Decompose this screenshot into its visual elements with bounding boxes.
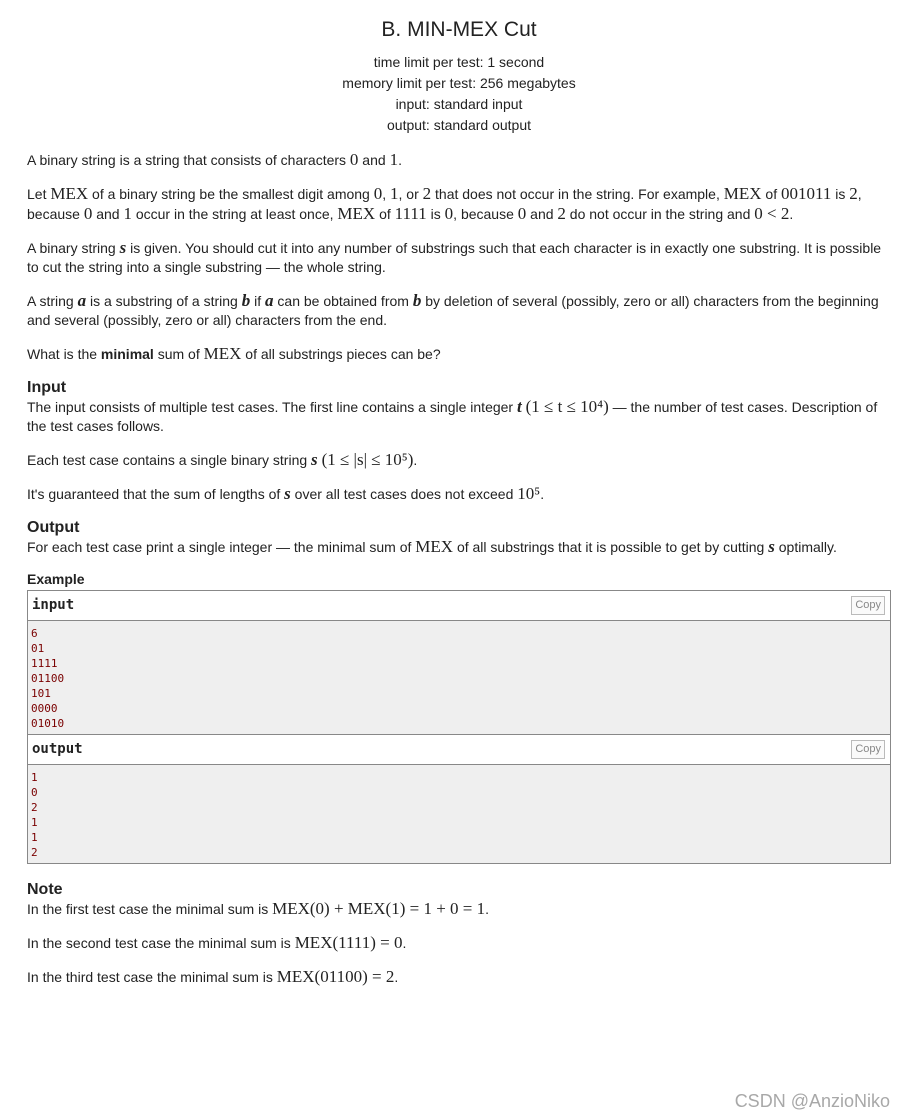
copy-input-button[interactable]: Copy <box>851 596 885 615</box>
input-paragraph-1: The input consists of multiple test cases. The first line contains a single integer t (1 ≤ t ≤ 10⁴) — the number of test cases. Description of the test cases follows. <box>27 397 878 434</box>
output-file: output: standard output <box>387 117 531 133</box>
statement-paragraph-3: A binary string s is given. You should cut it into any number of substrings such that each character is in exactly one substring. It is possible to cut the string into a single substring — the whole string. <box>27 238 882 275</box>
note-section <box>27 880 891 987</box>
sample-input-body <box>28 621 890 734</box>
sample-output-line: 1 <box>31 771 38 784</box>
sample-tests <box>27 590 891 864</box>
sample-input-line: 01010 <box>31 717 65 730</box>
input-paragraph-3: It's guaranteed that the sum of lengths of s over all test cases does not exceed 10⁵. <box>27 484 545 503</box>
input-paragraph-2: Each test case contains a single binary string s (1 ≤ |s| ≤ 10⁵). <box>27 450 418 469</box>
example-title: Example <box>27 571 85 587</box>
note-paragraph-2: In the second test case the minimal sum is MEX(1111) = 0. <box>27 933 407 952</box>
sample-input-header <box>28 591 890 621</box>
sample-output-body <box>28 765 890 863</box>
problem-title: B. MIN-MEX Cut <box>381 18 537 41</box>
time-limit: time limit per test: 1 second <box>373 54 545 70</box>
sample-output-line: 1 <box>31 816 38 829</box>
sample-output-label: output <box>32 741 83 757</box>
statement-paragraph-4: A string a is a substring of a string b if a can be obtained from b by deletion of several (possibly, zero or all) characters from the beginning and several (possibly, zero or all) characters from the end. <box>27 291 879 328</box>
note-paragraph-1: In the first test case the minimal sum is MEX(0) + MEX(1) = 1 + 0 = 1. <box>27 899 490 918</box>
statement-paragraph-2: Let MEX of a binary string be the smallest digit among 0, 1, or 2 that does not occur in the string. For example, MEX of 001011 is 2, because 0 and 1 occur in the string at least once, MEX of 1111 is 0, because 0 and 2 do not occur in the string and 0 < 2. <box>27 184 862 223</box>
watermark: CSDN @AnzioNiko <box>734 1091 890 1111</box>
sample-input-line: 01 <box>31 642 45 655</box>
sample-output-line: 2 <box>31 846 38 859</box>
statement-paragraph-1: A binary string is a string that consists of characters 0 and 1. <box>27 150 402 169</box>
note-paragraph-3: In the third test case the minimal sum is MEX(01100) = 2. <box>27 967 399 986</box>
problem-statement <box>27 0 891 1001</box>
example-section <box>27 571 891 864</box>
problem-header <box>27 0 891 136</box>
sample-input-line: 101 <box>31 687 51 700</box>
output-paragraph-1: For each test case print a single integer — the minimal sum of MEX of all substrings that it is possible to get by cutting s optimally. <box>27 537 837 556</box>
input-section-title: Input <box>27 379 67 396</box>
output-section <box>27 518 891 557</box>
sample-output-header <box>28 734 890 765</box>
output-section-title: Output <box>27 519 80 536</box>
statement-paragraph-5: What is the minimal sum of MEX of all substrings pieces can be? <box>27 344 441 363</box>
note-title: Note <box>27 881 63 898</box>
sample-input-label: input <box>32 597 75 613</box>
sample-input-line: 1111 <box>31 657 58 670</box>
sample-input-line: 6 <box>31 627 38 640</box>
sample-output-line: 0 <box>31 786 38 799</box>
memory-limit: memory limit per test: 256 megabytes <box>342 75 576 91</box>
sample-input-line: 01100 <box>31 672 65 685</box>
sample-output-line: 2 <box>31 801 38 814</box>
copy-output-button[interactable]: Copy <box>851 740 885 759</box>
sample-input-line: 0000 <box>31 702 58 715</box>
input-file: input: standard input <box>395 96 523 112</box>
input-section <box>27 378 891 504</box>
sample-output-line: 1 <box>31 831 38 844</box>
